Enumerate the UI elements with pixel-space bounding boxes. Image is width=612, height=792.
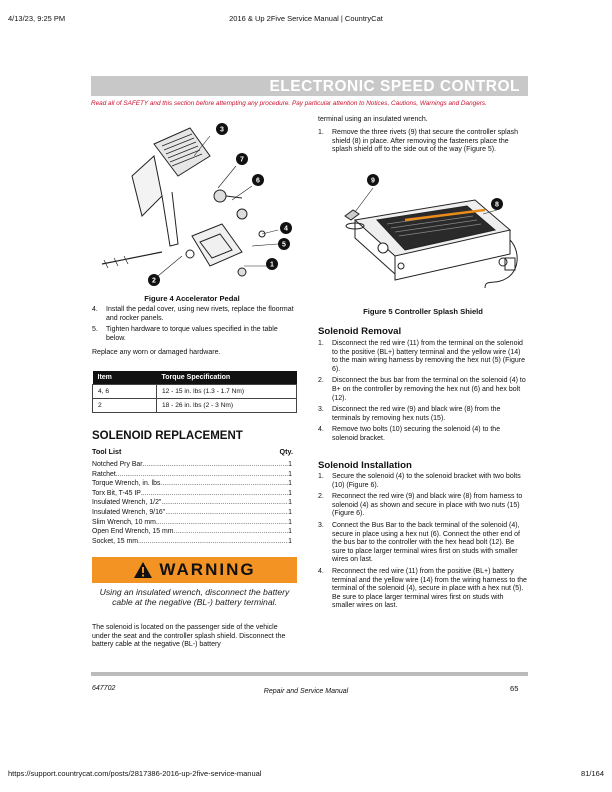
tool-list-label: Tool List xyxy=(92,447,122,456)
controller-splash-shield-illustration xyxy=(335,170,525,300)
page-number: 65 xyxy=(510,684,519,693)
footer-divider xyxy=(91,672,528,676)
page-url-link[interactable]: https://support.countrycat.com/posts/2817386-2016-up-2five-service-manual xyxy=(8,769,262,778)
list-item: 2. Disconnect the bus bar from the terminal on the solenoid (4) to B+ on the controller by removing the hex nut (6) and hex bolt (12). xyxy=(318,377,526,402)
replace-hardware-note: Replace any worn or damaged hardware. xyxy=(92,349,221,356)
table-cell: 2 xyxy=(93,399,157,413)
tool-list-header xyxy=(92,447,297,456)
document-code: 647702 xyxy=(92,685,116,692)
list-item: 4. Remove two bolts (10) securing the solenoid (4) to the solenoid bracket. xyxy=(318,426,501,442)
list-item: 4. Install the pedal cover, using new rivets, replace the floormat and rocker panels. xyxy=(92,306,294,322)
column-header-torque: Torque Specification xyxy=(157,371,297,385)
callout-4: 4 xyxy=(284,225,288,233)
column-header-item: Item xyxy=(93,371,157,385)
manual-name: Repair and Service Manual xyxy=(263,688,349,695)
solenoid-location-paragraph: The solenoid is located on the passenger side of the vehicle under the seat and the controller splash shield. Disconnect the battery cable at the negative (BL-) battery xyxy=(92,624,286,649)
warning-triangle-icon xyxy=(133,561,153,579)
torque-spec-table xyxy=(92,371,297,413)
solenoid-installation-steps xyxy=(318,473,528,614)
pedal-steps-list xyxy=(92,306,297,346)
list-item: Ratchet ..... 1 xyxy=(92,470,292,480)
tool-list xyxy=(92,460,292,546)
table-cell: 4, 6 xyxy=(93,385,157,399)
list-item: 1. Secure the solenoid (4) to the solenoid bracket with two bolts (10) (Figure 6). xyxy=(318,473,521,489)
section-banner xyxy=(91,76,528,96)
warning-text: Using an insulated wrench, disconnect the battery cable at the negative (BL-) battery terminal. xyxy=(99,587,290,607)
list-item: 1. Disconnect the red wire (11) from the terminal on the solenoid to the positive (BL+) battery terminal and the yellow wire (14) to the main wiring harness by removing the hex nut (5) (Figure 6). xyxy=(318,340,525,373)
callout-7: 7 xyxy=(240,156,244,164)
table-row xyxy=(93,399,297,413)
callout-9: 9 xyxy=(371,177,375,185)
solenoid-removal-steps xyxy=(318,340,528,447)
table-cell: 18 - 26 in. lbs (2 - 3 Nm) xyxy=(157,399,297,413)
callout-5: 5 xyxy=(282,241,286,249)
table-cell: 12 - 15 in. lbs (1.3 - 1.7 Nm) xyxy=(157,385,297,399)
list-item: Socket, 15 mm ..... 1 xyxy=(92,537,292,547)
warning-banner xyxy=(92,557,297,583)
splash-shield-step xyxy=(318,129,528,158)
list-item: 2. Reconnect the red wire (9) and black wire (8) from harness to solenoid (4) as shown and secure in place with two nuts (15) (Figure 6). xyxy=(318,493,523,518)
warning-label: WARNING xyxy=(159,560,256,579)
list-item: 3. Disconnect the red wire (9) and black wire (8) from the terminals by removing hex nuts (15). xyxy=(318,406,501,422)
callout-8: 8 xyxy=(495,201,499,209)
list-item: 4. Reconnect the red wire (11) from the positive (BL+) battery terminal and the yellow wire (14) from the wiring harness to the terminal of the solenoid (4), secure in place with a hex nut (5). Be sure to place larger terminal wires first on studs with smaller wires on last. xyxy=(318,567,527,610)
table-header-row xyxy=(93,371,297,385)
list-item: Torque Wrench, in. lbs ..... 1 xyxy=(92,479,292,489)
print-datetime: 4/13/23, 9:25 PM xyxy=(8,14,66,23)
continued-text: terminal using an insulated wrench. xyxy=(318,116,428,123)
list-item: 1. Remove the three rivets (9) that secure the controller splash shield (8) in place. After removing the fasteners place the splash shield off to the side out of the way (Figure 5). xyxy=(318,129,518,154)
figure-4-caption: Figure 4 Accelerator Pedal xyxy=(144,294,240,303)
callout-1: 1 xyxy=(270,261,274,269)
figure-5-caption: Figure 5 Controller Splash Shield xyxy=(363,307,483,316)
list-item: Torx Bit, T-45 IP ..... 1 xyxy=(92,489,292,499)
solenoid-installation-heading: Solenoid Installation xyxy=(318,460,412,471)
list-item: Open End Wrench, 15 mm ..... 1 xyxy=(92,527,292,537)
qty-label: Qty. xyxy=(279,447,293,456)
solenoid-replacement-heading: SOLENOID REPLACEMENT xyxy=(92,430,243,442)
list-item: 5. Tighten hardware to torque values specified in the table below. xyxy=(92,326,278,342)
callout-3: 3 xyxy=(220,126,224,134)
callout-6: 6 xyxy=(256,177,260,185)
print-page-title: 2016 & Up 2Five Service Manual | CountryCat xyxy=(229,14,383,23)
safety-note: Read all of SAFETY and this section before attempting any procedure. Pay particular attention to Notices, Cautions, Warnings and Dangers. xyxy=(91,100,487,107)
list-item: 3. Connect the Bus Bar to the back terminal of the solenoid (4), secure in place using a hex nut (6). Connect the other end of the bus bar to the controller with the hex head bolt (12). Be sure to place larger terminal wires first on studs with smaller wires on last. xyxy=(318,521,520,564)
list-item: Insulated Wrench, 1/2" ..... 1 xyxy=(92,498,292,508)
accelerator-pedal-illustration xyxy=(92,116,292,292)
list-item: Insulated Wrench, 9/16" ..... 1 xyxy=(92,508,292,518)
section-title: ELECTRONIC SPEED CONTROL xyxy=(269,78,520,95)
print-page-count: 81/164 xyxy=(581,769,604,778)
callout-2: 2 xyxy=(152,277,156,285)
list-item: Slim Wrench, 10 mm ..... 1 xyxy=(92,518,292,528)
list-item: Notched Pry Bar ..... 1 xyxy=(92,460,292,470)
solenoid-removal-heading: Solenoid Removal xyxy=(318,326,402,337)
table-row xyxy=(93,385,297,399)
